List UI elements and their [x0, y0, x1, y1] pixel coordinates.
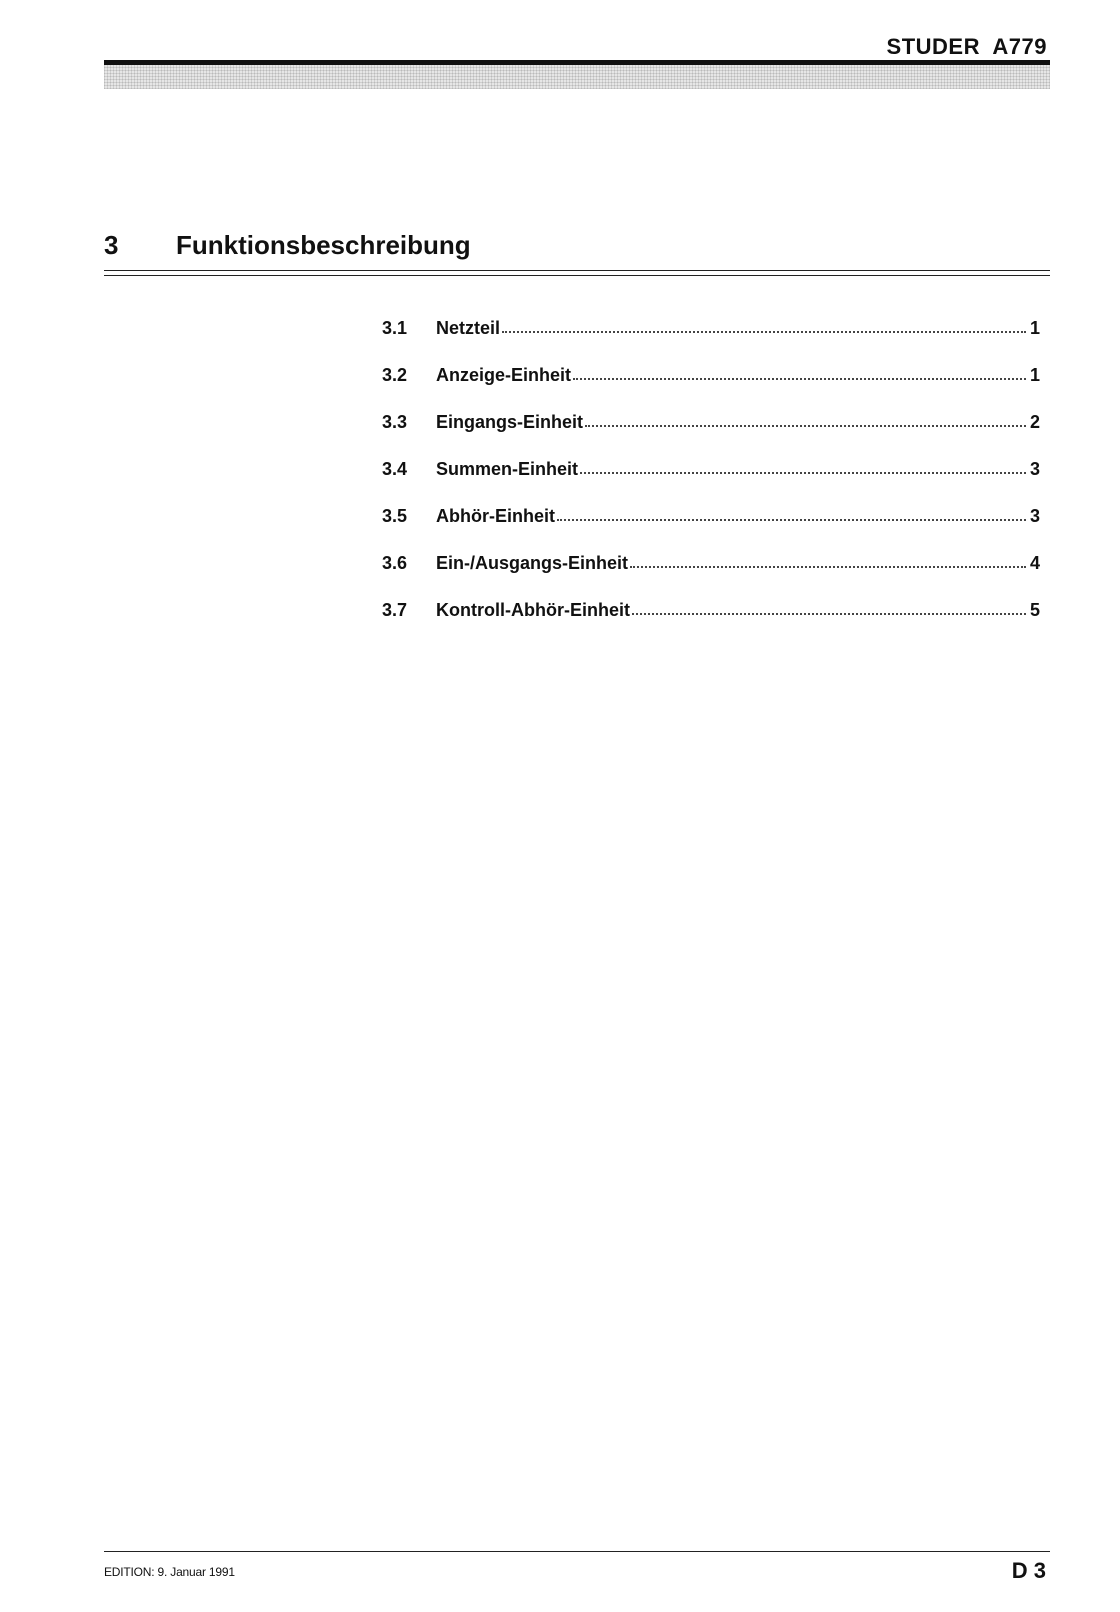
- toc-entry-number: 3.4: [382, 459, 408, 479]
- toc-entry-page: 3: [1029, 506, 1040, 526]
- toc-entry-title: Anzeige-Einheit: [436, 365, 572, 385]
- toc-entry-title: Netzteil: [436, 318, 501, 338]
- toc-entry-3-3[interactable]: [382, 412, 1040, 459]
- chapter-title: Funktionsbeschreibung: [176, 230, 471, 260]
- document-brand: STUDER A779: [886, 34, 1047, 59]
- toc-entry-number: 3.3: [382, 412, 408, 432]
- toc-entry-page: 1: [1029, 365, 1040, 385]
- footer-edition: EDITION: 9. Januar 1991: [104, 1565, 235, 1579]
- toc-entry-number: 3.1: [382, 318, 408, 338]
- toc-entry-3-1[interactable]: [382, 318, 1040, 365]
- toc-entry-page: 1: [1029, 318, 1040, 338]
- toc-entry-page: 5: [1029, 600, 1040, 620]
- chapter-number: 3: [104, 230, 119, 260]
- header-shaded-band: [104, 65, 1050, 89]
- toc-entry-page: 3: [1029, 459, 1040, 479]
- toc-entry-number: 3.2: [382, 365, 408, 385]
- toc-entry-page: 4: [1029, 553, 1040, 573]
- chapter-rule: [104, 270, 1050, 276]
- toc-entry-number: 3.7: [382, 600, 408, 620]
- footer-page-number: D 3: [1011, 1558, 1046, 1583]
- toc-dot-leader: [573, 378, 1026, 380]
- toc-entry-3-6[interactable]: [382, 553, 1040, 600]
- footer-rule: [104, 1551, 1050, 1552]
- toc-dot-leader: [630, 566, 1026, 568]
- toc-entry-3-4[interactable]: [382, 459, 1040, 506]
- toc-entry-number: 3.6: [382, 553, 408, 573]
- toc-entry-3-7[interactable]: [382, 600, 1040, 647]
- toc-dot-leader: [632, 613, 1026, 615]
- toc-entry-3-5[interactable]: [382, 506, 1040, 553]
- toc-entry-title: Summen-Einheit: [436, 459, 579, 479]
- toc-entry-page: 2: [1029, 412, 1040, 432]
- toc-dot-leader: [580, 472, 1026, 474]
- toc-dot-leader: [585, 425, 1026, 427]
- toc-entry-title: Kontroll-Abhör-Einheit: [436, 600, 630, 620]
- toc-entry-title: Ein-/Ausgangs-Einheit: [436, 553, 629, 573]
- toc-entry-title: Abhör-Einheit: [436, 506, 555, 526]
- toc-entry-number: 3.5: [382, 506, 408, 526]
- toc-dot-leader: [502, 331, 1026, 333]
- toc-dot-leader: [557, 519, 1026, 521]
- table-of-contents: [382, 318, 1040, 647]
- chapter-heading: [104, 230, 1050, 266]
- toc-entry-title: Eingangs-Einheit: [436, 412, 584, 432]
- toc-entry-3-2[interactable]: [382, 365, 1040, 412]
